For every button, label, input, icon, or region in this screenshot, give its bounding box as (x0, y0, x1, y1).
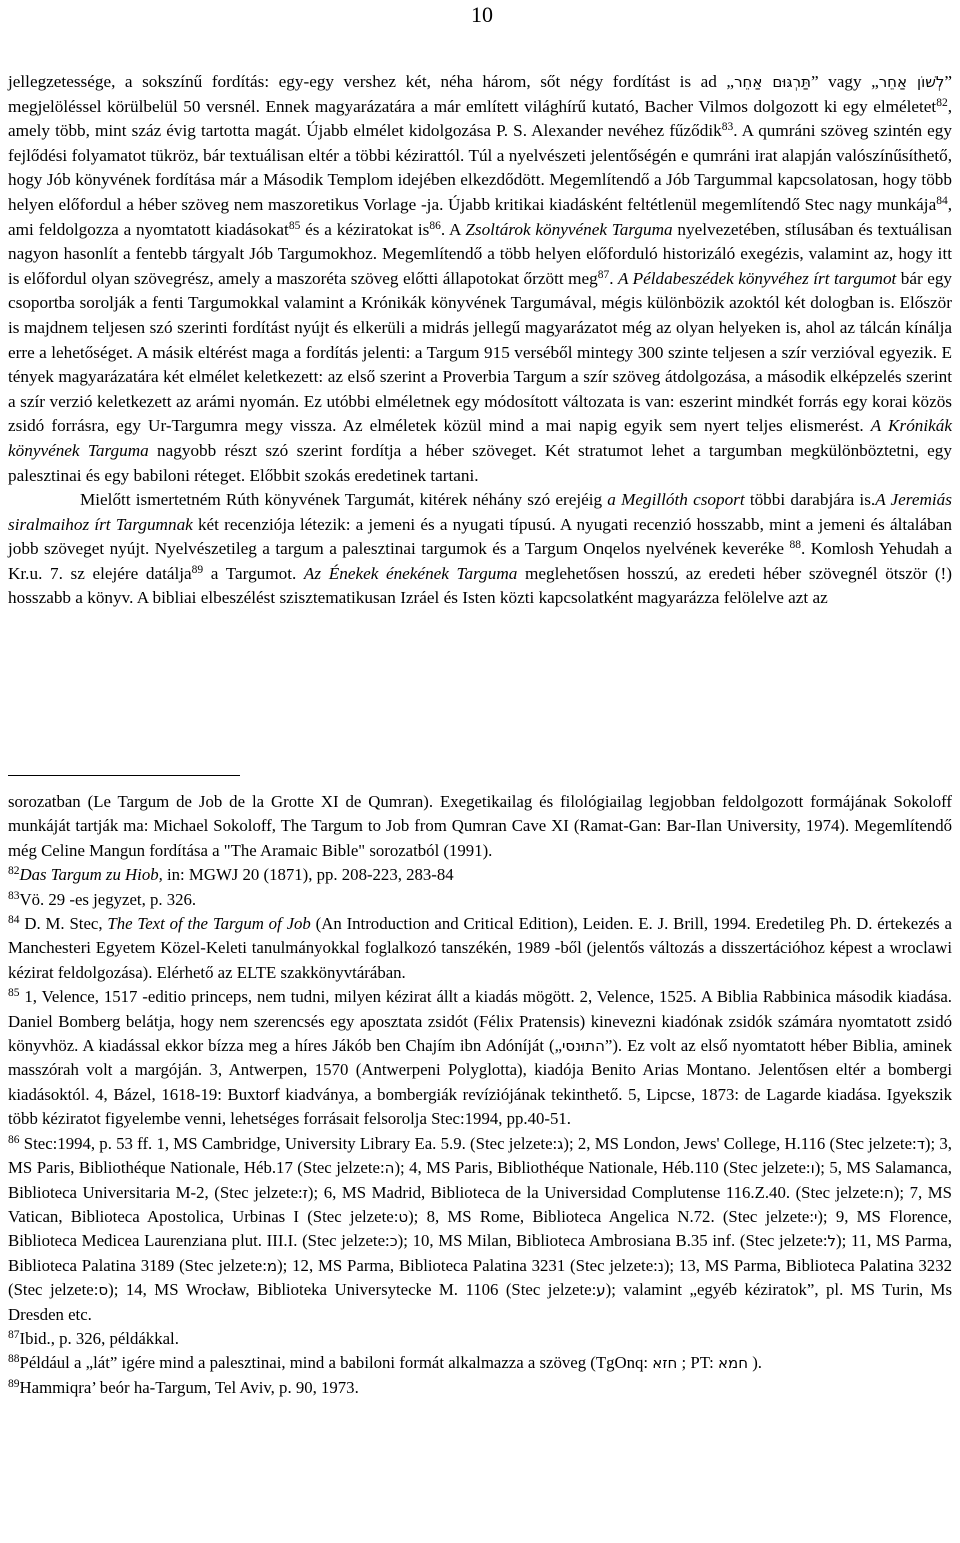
footnote-84: $^{84}$ D. M. Stec, The Text of the Targum of Job (An Introduction and Critical Edition), Leiden. E. J. Brill, 1994. Eredetileg Ph. D. értekezés a Manchesteri Egyetem Közel-Keleti tanulmányokkal foglalkozó tanszékén, 1989 -ből (jelentős változás a disszertációhoz képest a wroclawi kézirat feldolgozása). Elérhető az ELTE szakkönyvtárában. (8, 914, 952, 982)
footnote-85: $^{85}$ 1, Velence, 1517 -editio princeps, nem tudni, milyen kézirat állt a kiadás mögött. 2, Velence, 1525. A Biblia Rabbinica második kiadása. Daniel Bomberg belátja, hogy nem szerencsés egy aposztata zsidót (Félix Pratensis) kinevezni kiadónak zsidók számára nyomtatott zsidó könyvhöz. A kiadással ekkor bízza meg a híres Jákób ben Chajím ibn Adóníját („התוּנסי”). Ez volt az első nyomtatott héber Biblia, aminek masszórah volt a margóján. 3, Antwerpen, 1570 (Antwerpeni Polyglotta), kiadója Benito Arias Montano. Jelentősen eltér a bombergi kiadásoktól. 4, Bázel, 1618-19: Buxtorf kiadványa, a bombergiák revíziójának tekinthető. 5, Lipcse, 1873: de Lagarde kiadása. Igyekszik több kéziratot figyelembe venni, lehetséges forrásait felsorolja Stec:1994, pp.40-51. (8, 987, 952, 1129)
footnote-ref-87[interactable]: 87 (597, 268, 610, 281)
footnote-ref-86[interactable]: 86 (429, 219, 441, 232)
footnote-ref-85[interactable]: 85 (288, 219, 301, 232)
paragraph-megilloth: Mielőtt ismertetném Rúth könyvének Targumát, kitérek néhány szó erejéig a Megillóth csoport többi darabjára is.A Jeremiás siralmaihoz írt Targumnak két recenziója létezik: a jemeni és a nyugati típusú. A nyugati recenzió hosszabb, mint a jemeni és általában jobb szöveget nyújt. Nyelvészetileg a targum a palesztinai targumok és a Targum Onqelos nyelvének keveréke $^{88}$. Komlosh Yehudah a Kr.u. 7. sz elejére datálja$^{89}$ a Targumot. Az Énekek énekének Targuma meglehetősen hosszú, az eredeti héber szövegnél ötször (!) hosszabb a könyv. A bibliai elbeszélést szisztematikusan Izráel és Isten közti kapcsolatként magyarázza felölelve azt az (8, 490, 952, 608)
footnote-ref-82[interactable]: 82 (936, 96, 948, 109)
hebrew-targum-acher: תַּרְגּוּם אַחֵר (734, 73, 811, 91)
footnote-ref-83[interactable]: 83 (721, 121, 734, 134)
footnote-ref-88[interactable]: 88 (789, 539, 801, 552)
italic-title-kronikak: A Krónikák könyvének Targuma (8, 416, 953, 460)
italic-megilloth: a Megillóth csoport (607, 490, 745, 510)
footnote-82: $^{82}$Das Targum zu Hiob, in: MGWJ 20 (1871), pp. 208-223, 283-84 (8, 865, 454, 885)
italic-title-zsoltarok: Zsoltárok könyvének Targuma (465, 219, 673, 239)
hebrew-lashon-acher: לְשׁוֹן אַחֵר (878, 73, 945, 91)
footnote-divider (8, 775, 240, 776)
italic-enekek: Az Énekek énekének Targuma (303, 563, 518, 583)
page-number: 10 (471, 2, 493, 27)
footnote-86: $^{86}$ Stec:1994, p. 53 ff. 1, MS Cambridge, University Library Ea. 5.9. (Stec jelzete:ג); 2, MS London, Jews' College, H.116 (Stec jelzete:ד); 3, MS Paris, Bibliothéque Nationale, Héb.17 (Stec jelzete:ה); 4, MS Paris, Bibliothéque Nationale, Héb.110 (Stec jelzete:ו); 5, MS Salamanca, Biblioteca Universitaria M-2, (Stec jelzete:ז); 6, MS Madrid, Biblioteca de la Universidad Complutense 116.Z.40. (Stec jelzete:ח); 7, MS Vatican, Biblioteca Apostolica, Urbinas I (Stec jelzete:ט); 8, MS Rome, Biblioteca Angelica N.72. (Stec jelzete:י); 9, MS Florence, Biblioteca Medicea Laurenziana plut. III.I. (Stec jelzete:כ); 10, MS Milan, Biblioteca Ambrosiana B.35 inf. (Stec jelzete:ל); 11, MS Parma, Biblioteca Palatina 3189 (Stec jelzete:מ); 12, MS Parma, Biblioteca Palatina 3231 (Stec jelzete:נ); 13, MS Parma, Biblioteca Palatina 3232 (Stec jelzete:ס); 14, MS Wrocław, Biblioteka Universytecke M. 1106 (Stec jelzete:ע); valamint „egyéb kéziratok”, pl. MS Turin, Ms Dresden etc. (8, 1133, 952, 1324)
footnotes (8, 790, 952, 1400)
footnote-continuation: sorozatban (Le Targum de Job de la Grotte XI de Qumran). Exegetikailag és filológiailag legjobban feldolgozott formájának Sokoloff munkáját tartják ma: Michael Sokoloff, The Targum to Job from Qumran Cave XI (Ramat-Gan: Bar-Ilan University, 1974). Megemlítendő még Celine Mangun fordítása a "The Aramaic Bible" sorozatból (1991). (8, 792, 952, 860)
footnote-87: $^{87}$Ibid., p. 326, példákkal. (8, 1328, 179, 1348)
footnote-88: $^{88}$Például a „lát” igére mind a palesztinai, mind a babiloni formát alkalmazza a szöveg (TgOnq: חזא ; PT: חמא ). (8, 1353, 762, 1373)
footnote-89: $^{89}$Hammiqra’ beór ha-Targum, Tel Aviv, p. 90, 1973. (8, 1377, 359, 1397)
paragraph-targum-overview: jellegzetessége, a sokszínű fordítás: egy-egy vershez két, néha három, sőt négy fordítást is ad „תַּרְגּוּם אַחֵר” vagy „לְשׁוֹן אַחֵר” megjelöléssel körülbelül 50 versnél. Ennek magyarázatára a már említett világhírű kutató, Bacher Vilmos dolgozott ki egy elméletet$^{82}$, amely több, mint száz évig tartotta magát. Újabb elmélet kidolgozása P. S. Alexander nevéhez fűződik$^{83}$. A qumráni szöveg szintén egy fejlődési folyamatot tükröz, bár textuálisan eltér a többi kézirattól. Túl a nyelvészeti jelentőségén e qumráni irat alapján valószínűsíthető, hogy Jób könyvének fordítása már a Második Templom idejében elkezdődött. Megemlítendő a Jób Targummal kapcsolatosan, hogy több helyen előfordul a héber szöveg nem maszoretikus Vorlage -ja. Újabb kritikai kiadásként feltétlenül megemlítendő Stec nagy munkája$^{84}$, ami feldolgozza a nyomtatott kiadásokat$^{85}$ és a kéziratokat $is^{86}$. A Zsoltárok könyvének Targuma nyelvezetében, stílusában és textuálisan nagyon hasonlít a fentebb tárgyalt Jób Targumokhoz. Megemlítendő a több helyen előforduló historizáló exegézis, valamint az, hogy itt is előfordul olyan szövegrész, amely a maszoréta szöveg előtti állapotokat őrzött meg$^{87}$. A Példabeszédek könyvéhez írt targumot bár egy csoportba sorolják a fenti Targumokkal valamint a Krónikák könyvének Targumával, mégis különbözik azoktól két dologban is. Először is majdnem teljesen szó szerinti fordítást nyújt és elkerüli a midrás jellegű magyarázatot még az olyan helyeken is, ahol az tálcán kínálja erre a lehetőséget. A másik eltérést maga a fordítás jelenti: a Targum 915 verséből mintegy 300 szinte teljesen a szír verzióval egyezik. E tények magyarázatára két elmélet keletkezett: az első szerint a Proverbia Targum a szír szöveg átdolgozása, a második elképzelés szerint a szír verzió keletkezett az arámi nyomán. Ez utóbbi elméletnek egy módosított változata is van: eszerint mindkét forrás egy korai közös zsidó forrásra, egy Ur-Targumra megy vissza. Az elméletek közül mind a mai napig egyik sem nyert teljes elismerést. A Krónikák könyvének Targuma nagyobb részt szó szerint fordítja a héber szöveget. Két stratumot lehet a targumban megkülönböztetni, egy palesztinai és egy babiloni réteget. Előbbit szokás eredetinek tartani. (8, 72, 953, 485)
italic-jeremias: A Jeremiás siralmaihoz írt Targumnak (8, 490, 952, 534)
footnote-ref-84[interactable]: 84 (936, 194, 948, 207)
body-text (8, 70, 952, 611)
footnote-ref-89[interactable]: 89 (191, 563, 204, 576)
footnote-83: $^{83}$Vö. 29 -es jegyzet, p. 326. (8, 889, 197, 909)
italic-title-peldabeszedek: A Példabeszédek könyvéhez írt targumot (617, 268, 897, 288)
